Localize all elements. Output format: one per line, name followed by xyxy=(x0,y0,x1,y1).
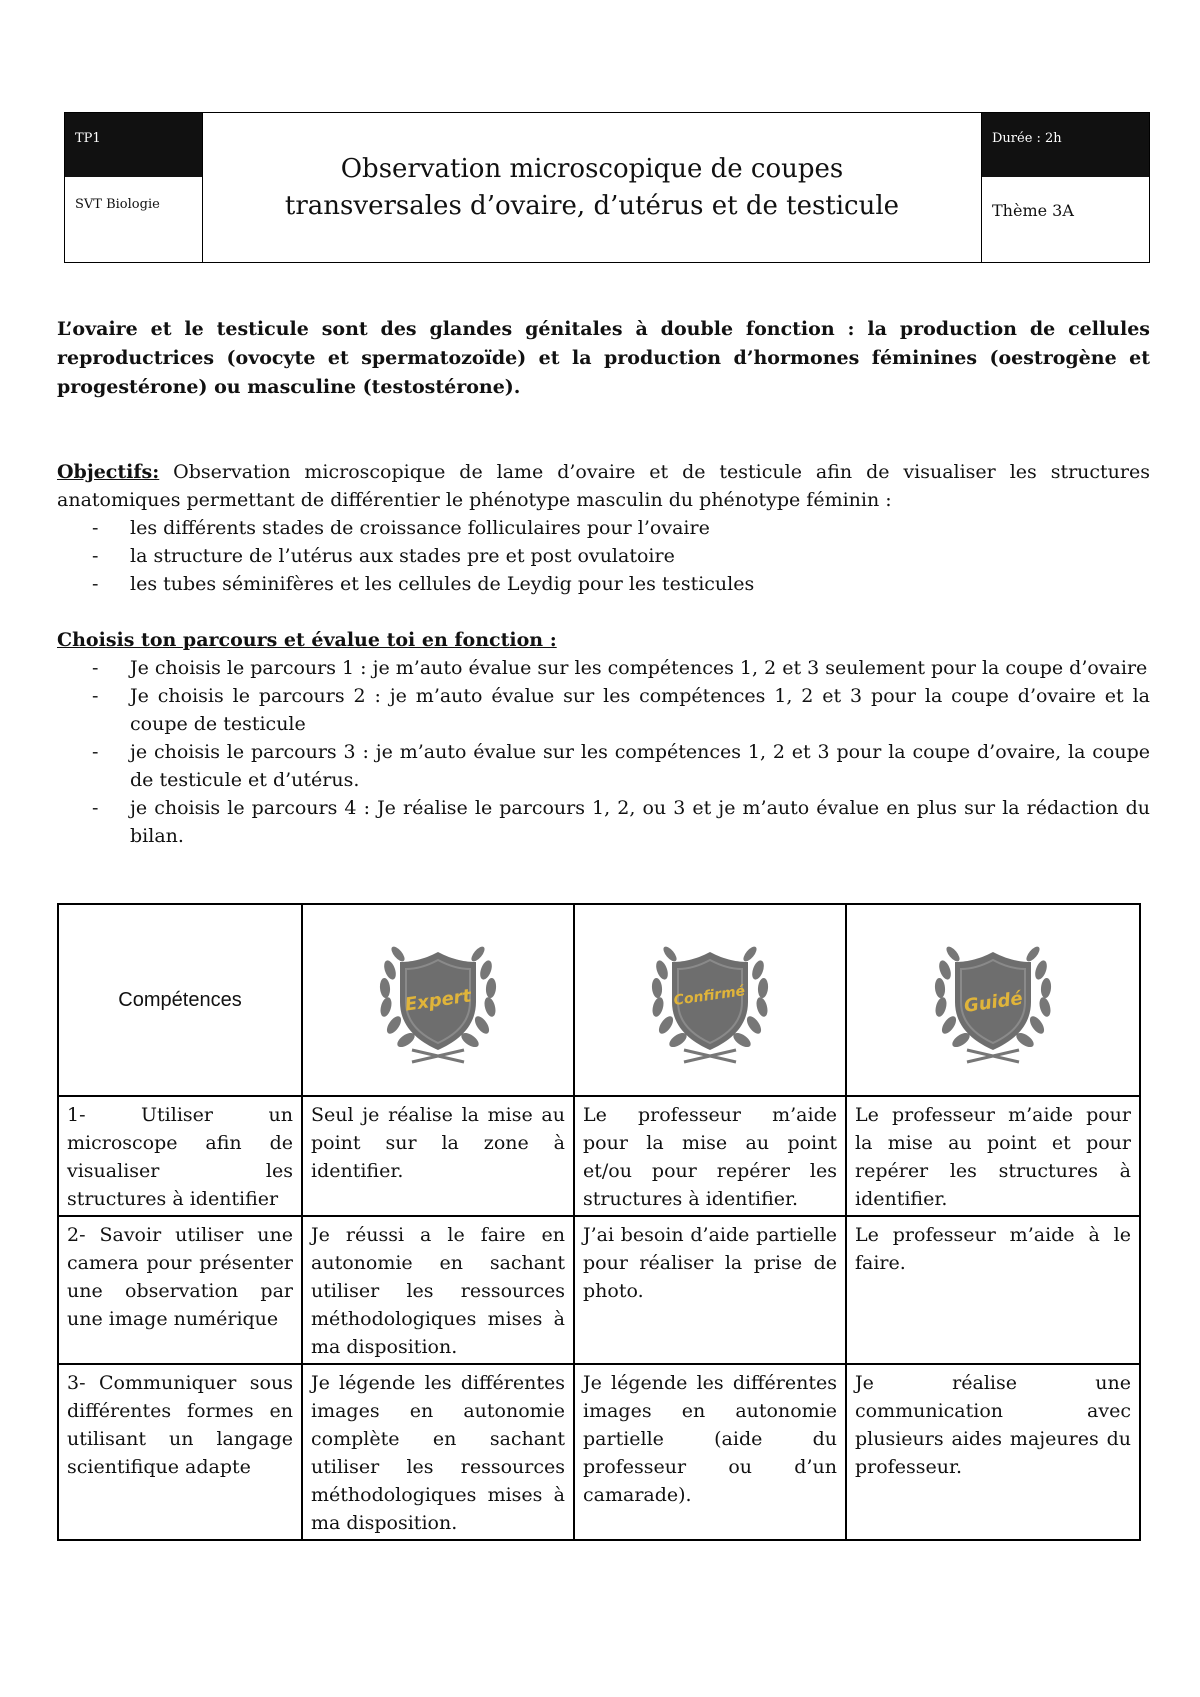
competence-cell: 1- Utiliser un microscope afin de visualiser les structures à identifier xyxy=(58,1096,302,1216)
objectives-list xyxy=(57,514,1150,598)
header-title-cell xyxy=(203,113,982,262)
table-row xyxy=(58,1096,1140,1216)
expert-cell: Seul je réalise la mise au point sur la zone à identifier. xyxy=(302,1096,574,1216)
title-line-2: transversales d’ovaire, d’utérus et de testicule xyxy=(284,190,900,221)
expert-cell: Je réussi a le faire en autonomie en sachant utiliser les ressources méthodologiques mises à ma disposition. xyxy=(302,1216,574,1364)
table-row xyxy=(58,1364,1140,1540)
list-item: - Je choisis le parcours 2 : je m’auto évalue sur les compétences 1, 2 et 3 pour la coupe d’ovaire et la coupe de testicule xyxy=(57,682,1150,738)
confirme-badge-icon xyxy=(640,930,780,1070)
header-left xyxy=(65,113,203,262)
guide-badge-icon xyxy=(923,930,1063,1070)
guide-cell: Je réalise une communication avec plusieurs aides majeures du professeur. xyxy=(846,1364,1140,1540)
parcours-section xyxy=(57,626,1150,850)
guide-badge-text: Guidé xyxy=(962,987,1024,1017)
page-title xyxy=(285,151,899,225)
expert-badge-icon xyxy=(368,930,508,1070)
list-item: - les différents stades de croissance folliculaires pour l’ovaire xyxy=(57,514,1150,542)
confirme-cell: J’ai besoin d’aide partielle pour réaliser la prise de photo. xyxy=(574,1216,846,1364)
guide-header-cell xyxy=(846,904,1140,1096)
competence-cell: 3- Communiquer sous différentes formes en utilisant un langage scientifique adapte xyxy=(58,1364,302,1540)
confirme-cell: Le professeur m’aide pour la mise au point et/ou pour repérer les structures à identifier. xyxy=(574,1096,846,1216)
intro-paragraph: L’ovaire et le testicule sont des glandes génitales à double fonction : la production de cellules reproductrices (ovocyte et spermatozoïde) et la production d’hormones féminines (oestrogène et progestérone) ou masculine (testostérone). xyxy=(57,318,1150,398)
parcours-heading: Choisis ton parcours et évalue toi en fonction : xyxy=(57,629,557,651)
list-item: - je choisis le parcours 4 : Je réalise le parcours 1, 2, ou 3 et je m’auto évalue en plus sur la rédaction du bilan. xyxy=(57,794,1150,850)
confirme-badge-text: Confirmé xyxy=(672,983,747,1009)
guide-cell: Le professeur m’aide pour la mise au point et pour repérer les structures à identifier. xyxy=(846,1096,1140,1216)
competence-cell: 2- Savoir utiliser une camera pour présenter une observation par une image numérique xyxy=(58,1216,302,1364)
header-box xyxy=(64,112,1150,263)
list-item: - les tubes séminifères et les cellules de Leydig pour les testicules xyxy=(57,570,1150,598)
expert-cell: Je légende les différentes images en autonomie complète en sachant utiliser les ressources méthodologiques mises à ma disposition. xyxy=(302,1364,574,1540)
objectives-text: Observation microscopique de lame d’ovaire et de testicule afin de visualiser les structures anatomiques permettant de différentier le phénotype masculin du phénotype féminin : xyxy=(57,461,1150,511)
subject-label: SVT Biologie xyxy=(75,197,160,212)
title-line-1: Observation microscopique de coupes xyxy=(340,153,844,184)
theme-label: Thème 3A xyxy=(992,201,1074,220)
list-item: - je choisis le parcours 3 : je m’auto évalue sur les compétences 1, 2 et 3 pour la coupe d’ovaire, la coupe de testicule et d’utérus. xyxy=(57,738,1150,794)
parcours-list xyxy=(57,654,1150,850)
confirme-cell: Je légende les différentes images en autonomie partielle (aide du professeur ou d’un camarade). xyxy=(574,1364,846,1540)
confirme-header-cell xyxy=(574,904,846,1096)
competences-header: Compétences xyxy=(118,989,242,1011)
competences-header-cell xyxy=(58,904,302,1096)
guide-cell: Le professeur m’aide à le faire. xyxy=(846,1216,1140,1364)
objectives-label: Objectifs: xyxy=(57,461,160,483)
header-right xyxy=(982,113,1149,262)
competence-table xyxy=(57,903,1141,1541)
list-item: - la structure de l’utérus aux stades pre et post ovulatoire xyxy=(57,542,1150,570)
duration-label: Durée : 2h xyxy=(982,113,1149,177)
expert-header-cell xyxy=(302,904,574,1096)
objectives-paragraph xyxy=(57,458,1150,514)
objectives-section xyxy=(57,458,1150,598)
expert-badge-text: Expert xyxy=(403,985,473,1016)
list-item: - Je choisis le parcours 1 : je m’auto évalue sur les compétences 1, 2 et 3 seulement pour la coupe d’ovaire xyxy=(57,654,1150,682)
table-row xyxy=(58,1216,1140,1364)
table-header-row xyxy=(58,904,1140,1096)
tp-label: TP1 xyxy=(65,113,202,177)
